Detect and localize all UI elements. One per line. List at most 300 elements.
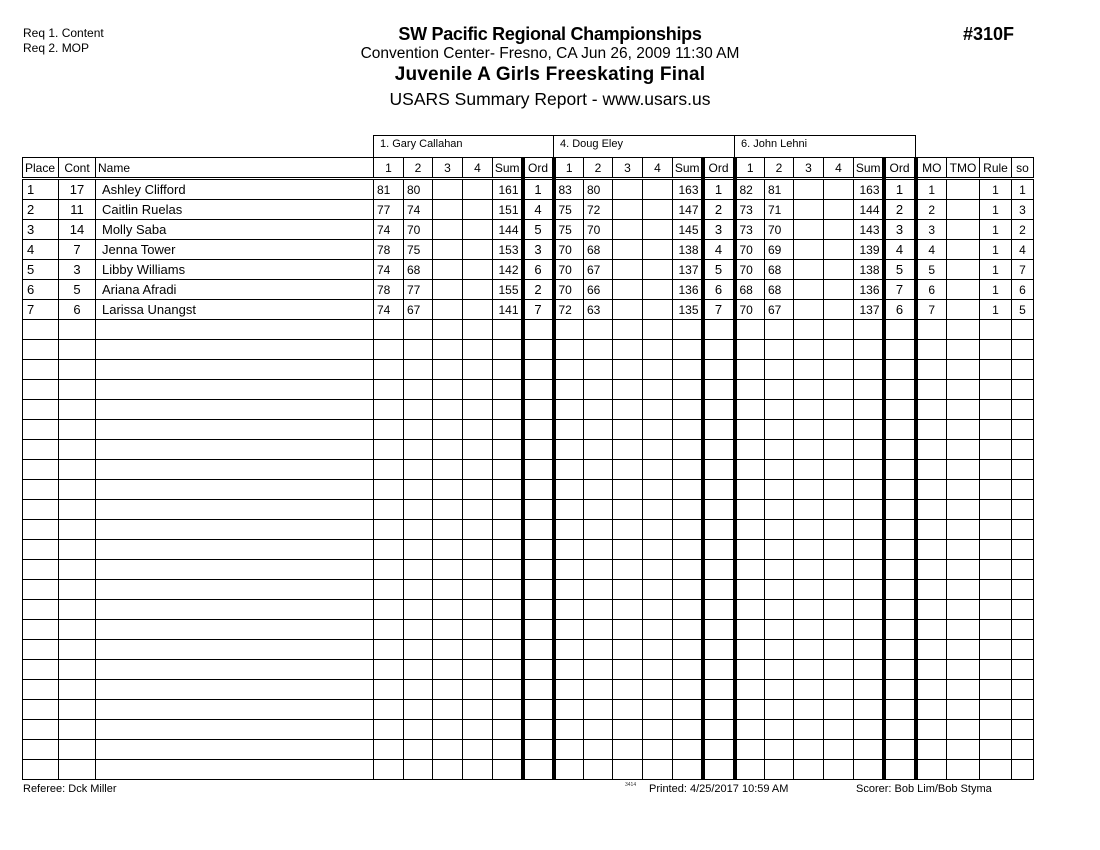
contestant-number <box>59 320 96 340</box>
judge1-score-2 <box>404 520 433 540</box>
mo-cell <box>916 380 947 400</box>
judge3-score-sum <box>854 320 884 340</box>
judge1-score-sum <box>493 620 523 640</box>
judge1-score-3 <box>433 580 463 600</box>
tmo-cell <box>947 320 980 340</box>
judge2-score-sum: 135 <box>673 300 703 320</box>
rule-cell <box>980 760 1012 780</box>
so-cell: 6 <box>1012 280 1034 300</box>
judge3-score-1 <box>735 700 765 720</box>
judge3-score-1: 73 <box>735 220 765 240</box>
judge1-score-2 <box>404 440 433 460</box>
judge2-ordinal <box>703 760 735 780</box>
judge1-score-sum <box>493 740 523 760</box>
judge1-score-4 <box>463 520 493 540</box>
judge1-score-sum <box>493 560 523 580</box>
judge2-score-sum <box>673 500 703 520</box>
judge1-score-3 <box>433 660 463 680</box>
judge3-score-1 <box>735 320 765 340</box>
judge2-score-2 <box>584 600 613 620</box>
judge3-score-4 <box>824 500 854 520</box>
judge3-score-2 <box>765 740 794 760</box>
judge3-score-4 <box>824 600 854 620</box>
judge3-score-1 <box>735 760 765 780</box>
judge2-score-4 <box>643 640 673 660</box>
judge1-score-3 <box>433 480 463 500</box>
judge1-score-2 <box>404 560 433 580</box>
judge2-ordinal <box>703 440 735 460</box>
tmo-cell <box>947 620 980 640</box>
judge1-score-sum <box>493 500 523 520</box>
judge1-ordinal <box>523 620 554 640</box>
judge3-score-sum <box>854 760 884 780</box>
table-row <box>23 320 1034 340</box>
so-cell <box>1012 400 1034 420</box>
judge2-score-sum <box>673 560 703 580</box>
so-cell <box>1012 720 1034 740</box>
skater-name <box>96 680 374 700</box>
judge1-score-1 <box>374 680 404 700</box>
so-cell <box>1012 440 1034 460</box>
judge1-score-4 <box>463 420 493 440</box>
judge3-score-1 <box>735 360 765 380</box>
tmo-cell <box>947 600 980 620</box>
judge3-score-1 <box>735 340 765 360</box>
judge3-score-sum <box>854 340 884 360</box>
judge3-score-3 <box>794 400 824 420</box>
judge3-score-2 <box>765 380 794 400</box>
tmo-cell <box>947 260 980 280</box>
so-cell <box>1012 680 1034 700</box>
judge3-ordinal <box>884 560 916 580</box>
rule-cell <box>980 500 1012 520</box>
judge3-ordinal <box>884 640 916 660</box>
judge1-score-3 <box>433 620 463 640</box>
skater-name <box>96 760 374 780</box>
judge3-score-1 <box>735 740 765 760</box>
rule-cell: 1 <box>980 260 1012 280</box>
judge2-ordinal <box>703 680 735 700</box>
j1-col-3: 3 <box>433 158 463 179</box>
table-row <box>23 300 1034 320</box>
judge2-score-3 <box>613 500 643 520</box>
judge1-score-sum <box>493 460 523 480</box>
mo-cell <box>916 520 947 540</box>
judge1-ordinal: 2 <box>523 280 554 300</box>
skater-name <box>96 440 374 460</box>
judge3-score-1 <box>735 580 765 600</box>
judge3-score-2 <box>765 720 794 740</box>
judge2-score-sum <box>673 620 703 640</box>
judge3-score-2 <box>765 560 794 580</box>
col-so: so <box>1012 158 1034 179</box>
so-cell <box>1012 360 1034 380</box>
judge1-score-1: 78 <box>374 280 404 300</box>
judge3-ordinal <box>884 700 916 720</box>
judge2-ordinal <box>703 340 735 360</box>
judge1-score-3 <box>433 360 463 380</box>
judge2-ordinal <box>703 480 735 500</box>
judge1-ordinal <box>523 320 554 340</box>
skater-name <box>96 420 374 440</box>
judge3-score-4 <box>824 700 854 720</box>
judge1-score-4 <box>463 500 493 520</box>
tmo-cell <box>947 440 980 460</box>
skater-name <box>96 460 374 480</box>
judge2-score-4 <box>643 760 673 780</box>
judge1-score-sum: 142 <box>493 260 523 280</box>
judge3-ordinal: 3 <box>884 220 916 240</box>
judge1-score-2: 74 <box>404 200 433 220</box>
tmo-cell <box>947 360 980 380</box>
judge1-score-3 <box>433 400 463 420</box>
contestant-number: 11 <box>59 200 96 220</box>
contestant-number <box>59 740 96 760</box>
judge3-ordinal <box>884 540 916 560</box>
judge2-score-4 <box>643 380 673 400</box>
contestant-number <box>59 720 96 740</box>
judge3-ordinal <box>884 720 916 740</box>
col-rule: Rule <box>980 158 1012 179</box>
judge1-score-3 <box>433 680 463 700</box>
judge3-score-sum: 163 <box>854 179 884 200</box>
judge3-score-3 <box>794 640 824 660</box>
judge2-ordinal <box>703 420 735 440</box>
judge1-score-1: 74 <box>374 300 404 320</box>
table-row <box>23 420 1034 440</box>
judge3-score-1 <box>735 420 765 440</box>
judge2-ordinal <box>703 640 735 660</box>
judge2-score-4 <box>643 360 673 380</box>
rule-cell: 1 <box>980 300 1012 320</box>
contestant-number: 5 <box>59 280 96 300</box>
j3-col-3: 3 <box>794 158 824 179</box>
skater-name <box>96 580 374 600</box>
judge2-score-2: 70 <box>584 220 613 240</box>
rule-cell <box>980 720 1012 740</box>
judge2-score-1 <box>554 660 584 680</box>
judge3-score-sum <box>854 580 884 600</box>
judge2-score-sum: 147 <box>673 200 703 220</box>
judge1-score-sum <box>493 400 523 420</box>
judge3-score-sum <box>854 560 884 580</box>
contestant-number <box>59 580 96 600</box>
judge2-score-3 <box>613 440 643 460</box>
tmo-cell <box>947 660 980 680</box>
place-cell <box>23 760 59 780</box>
judge2-score-1 <box>554 740 584 760</box>
judge2-score-1 <box>554 340 584 360</box>
judge1-score-4 <box>463 380 493 400</box>
judge2-score-1: 83 <box>554 179 584 200</box>
judge1-score-3 <box>433 500 463 520</box>
rule-cell <box>980 520 1012 540</box>
tmo-cell <box>947 300 980 320</box>
judge1-score-2 <box>404 420 433 440</box>
judge2-score-sum <box>673 460 703 480</box>
place-cell <box>23 620 59 640</box>
judge2-score-3 <box>613 520 643 540</box>
judge2-ordinal <box>703 700 735 720</box>
judge2-score-sum: 145 <box>673 220 703 240</box>
judge2-score-4 <box>643 460 673 480</box>
tmo-cell <box>947 580 980 600</box>
judge1-score-2 <box>404 460 433 480</box>
judge2-score-2 <box>584 520 613 540</box>
judge3-score-2 <box>765 520 794 540</box>
judge1-score-3 <box>433 220 463 240</box>
so-cell <box>1012 620 1034 640</box>
printed-timestamp: Printed: 4/25/2017 10:59 AM <box>649 783 789 795</box>
judge3-score-3 <box>794 580 824 600</box>
table-row <box>23 660 1034 680</box>
form-code: 3414 <box>625 782 637 788</box>
judge1-score-4 <box>463 320 493 340</box>
judge2-score-3 <box>613 340 643 360</box>
so-cell <box>1012 540 1034 560</box>
judge2-score-1 <box>554 380 584 400</box>
rule-cell <box>980 540 1012 560</box>
judge1-score-1 <box>374 520 404 540</box>
judge3-ordinal <box>884 740 916 760</box>
judge1-score-2 <box>404 700 433 720</box>
judge3-score-2 <box>765 580 794 600</box>
judge1-ordinal: 5 <box>523 220 554 240</box>
judge2-score-1 <box>554 400 584 420</box>
judge2-ordinal <box>703 500 735 520</box>
place-cell <box>23 400 59 420</box>
judge2-score-3 <box>613 400 643 420</box>
judge2-score-2 <box>584 740 613 760</box>
judge3-ordinal <box>884 480 916 500</box>
judge3-ordinal <box>884 360 916 380</box>
judge3-score-sum <box>854 620 884 640</box>
contestant-number <box>59 660 96 680</box>
judge1-score-2: 68 <box>404 260 433 280</box>
table-row <box>23 680 1034 700</box>
judge2-ordinal <box>703 320 735 340</box>
tmo-cell <box>947 700 980 720</box>
table-row <box>23 480 1034 500</box>
event-title: Juvenile A Girls Freeskating Final <box>394 64 706 85</box>
judge2-score-sum <box>673 540 703 560</box>
tmo-cell <box>947 760 980 780</box>
judge3-score-sum <box>854 720 884 740</box>
contestant-number: 7 <box>59 240 96 260</box>
judge2-score-4 <box>643 440 673 460</box>
so-cell <box>1012 460 1034 480</box>
mo-cell <box>916 660 947 680</box>
so-cell: 1 <box>1012 179 1034 200</box>
judge3-score-1 <box>735 500 765 520</box>
judge2-score-4 <box>643 740 673 760</box>
judge3-score-2 <box>765 480 794 500</box>
mo-cell: 1 <box>916 179 947 200</box>
judge2-score-sum: 136 <box>673 280 703 300</box>
so-cell: 2 <box>1012 220 1034 240</box>
mo-cell <box>916 600 947 620</box>
so-cell <box>1012 380 1034 400</box>
judge1-score-3 <box>433 320 463 340</box>
judge2-score-sum <box>673 680 703 700</box>
judge3-score-sum <box>854 480 884 500</box>
judge2-score-4 <box>643 340 673 360</box>
j2-col-ord: Ord <box>703 158 735 179</box>
place-cell: 4 <box>23 240 59 260</box>
judge1-ordinal <box>523 420 554 440</box>
judge1-score-1 <box>374 400 404 420</box>
mo-cell: 4 <box>916 240 947 260</box>
contestant-number <box>59 600 96 620</box>
so-cell: 7 <box>1012 260 1034 280</box>
judge2-score-4 <box>643 300 673 320</box>
contestant-number <box>59 380 96 400</box>
judge3-score-sum <box>854 440 884 460</box>
judge1-score-sum <box>493 480 523 500</box>
contestant-number <box>59 540 96 560</box>
judge1-score-3 <box>433 600 463 620</box>
contestant-number <box>59 420 96 440</box>
judge2-score-sum <box>673 740 703 760</box>
judge3-score-4 <box>824 460 854 480</box>
judge2-score-sum <box>673 700 703 720</box>
judge1-score-2: 75 <box>404 240 433 260</box>
judge3-score-1 <box>735 380 765 400</box>
skater-name <box>96 500 374 520</box>
judge1-ordinal: 3 <box>523 240 554 260</box>
j2-col-sum: Sum <box>673 158 703 179</box>
judge2-score-3 <box>613 320 643 340</box>
judge2-score-sum <box>673 440 703 460</box>
judge3-score-3 <box>794 620 824 640</box>
rule-cell: 1 <box>980 280 1012 300</box>
judge2-score-sum <box>673 340 703 360</box>
judge2-ordinal: 5 <box>703 260 735 280</box>
so-cell: 3 <box>1012 200 1034 220</box>
judge1-score-3 <box>433 760 463 780</box>
mo-cell: 5 <box>916 260 947 280</box>
mo-cell <box>916 700 947 720</box>
judge2-score-4 <box>643 400 673 420</box>
place-cell <box>23 520 59 540</box>
judge3-score-2 <box>765 700 794 720</box>
judge3-score-4 <box>824 220 854 240</box>
judge2-score-3 <box>613 580 643 600</box>
judge3-score-2 <box>765 440 794 460</box>
skater-name <box>96 480 374 500</box>
rule-cell <box>980 560 1012 580</box>
judge2-score-4 <box>643 500 673 520</box>
judge3-score-3 <box>794 680 824 700</box>
judge1-ordinal <box>523 440 554 460</box>
judge2-score-2 <box>584 620 613 640</box>
judge1-score-4 <box>463 440 493 460</box>
mo-cell: 7 <box>916 300 947 320</box>
skater-name: Caitlin Ruelas <box>96 200 374 220</box>
judge2-score-4 <box>643 540 673 560</box>
judge1-score-4 <box>463 340 493 360</box>
tmo-cell <box>947 240 980 260</box>
judge3-score-3 <box>794 660 824 680</box>
judge3-score-3 <box>794 240 824 260</box>
judge2-score-3 <box>613 260 643 280</box>
skater-name <box>96 600 374 620</box>
judge2-score-2 <box>584 560 613 580</box>
judge3-score-sum <box>854 660 884 680</box>
place-cell <box>23 360 59 380</box>
rule-cell <box>980 620 1012 640</box>
skater-name <box>96 380 374 400</box>
judge2-score-1: 70 <box>554 240 584 260</box>
skater-name <box>96 360 374 380</box>
judge2-score-2: 80 <box>584 179 613 200</box>
judge3-score-2 <box>765 360 794 380</box>
judge1-score-2 <box>404 620 433 640</box>
judge1-score-1 <box>374 640 404 660</box>
table-row <box>23 220 1034 240</box>
judge3-score-2 <box>765 420 794 440</box>
judge3-score-3 <box>794 340 824 360</box>
judge1-score-sum: 155 <box>493 280 523 300</box>
judge3-score-4 <box>824 360 854 380</box>
judge3-score-1 <box>735 440 765 460</box>
so-cell <box>1012 580 1034 600</box>
judge2-score-1: 70 <box>554 280 584 300</box>
judge1-score-1 <box>374 320 404 340</box>
judge2-ordinal <box>703 620 735 640</box>
judge3-score-4 <box>824 280 854 300</box>
judge2-ordinal <box>703 360 735 380</box>
judge3-score-4 <box>824 740 854 760</box>
tmo-cell <box>947 460 980 480</box>
tmo-cell <box>947 480 980 500</box>
judge2-ordinal: 4 <box>703 240 735 260</box>
judge1-score-4 <box>463 280 493 300</box>
judge2-score-1 <box>554 620 584 640</box>
judge1-score-3 <box>433 520 463 540</box>
judge3-ordinal <box>884 680 916 700</box>
rule-cell <box>980 420 1012 440</box>
judge1-score-3 <box>433 300 463 320</box>
event-code: #310F <box>963 24 1015 44</box>
judge3-score-2 <box>765 340 794 360</box>
judge3-score-sum <box>854 520 884 540</box>
judge1-ordinal <box>523 580 554 600</box>
judge3-score-3 <box>794 540 824 560</box>
judge2-score-4 <box>643 680 673 700</box>
competition-title: SW Pacific Regional Championships <box>398 24 702 44</box>
judge1-score-4 <box>463 300 493 320</box>
judge2-score-2 <box>584 680 613 700</box>
judge1-score-sum <box>493 720 523 740</box>
j3-col-4: 4 <box>824 158 854 179</box>
judge2-score-1 <box>554 560 584 580</box>
table-row <box>23 720 1034 740</box>
judge3-score-1: 70 <box>735 240 765 260</box>
judge2-score-2 <box>584 380 613 400</box>
judge1-ordinal <box>523 560 554 580</box>
judge3-score-sum <box>854 420 884 440</box>
tmo-cell <box>947 560 980 580</box>
judge1-score-4 <box>463 240 493 260</box>
judge1-ordinal: 4 <box>523 200 554 220</box>
table-row <box>23 260 1034 280</box>
table-row <box>23 760 1034 780</box>
judge1-score-4 <box>463 460 493 480</box>
judge2-score-4 <box>643 580 673 600</box>
judge2-score-1 <box>554 720 584 740</box>
place-cell <box>23 700 59 720</box>
